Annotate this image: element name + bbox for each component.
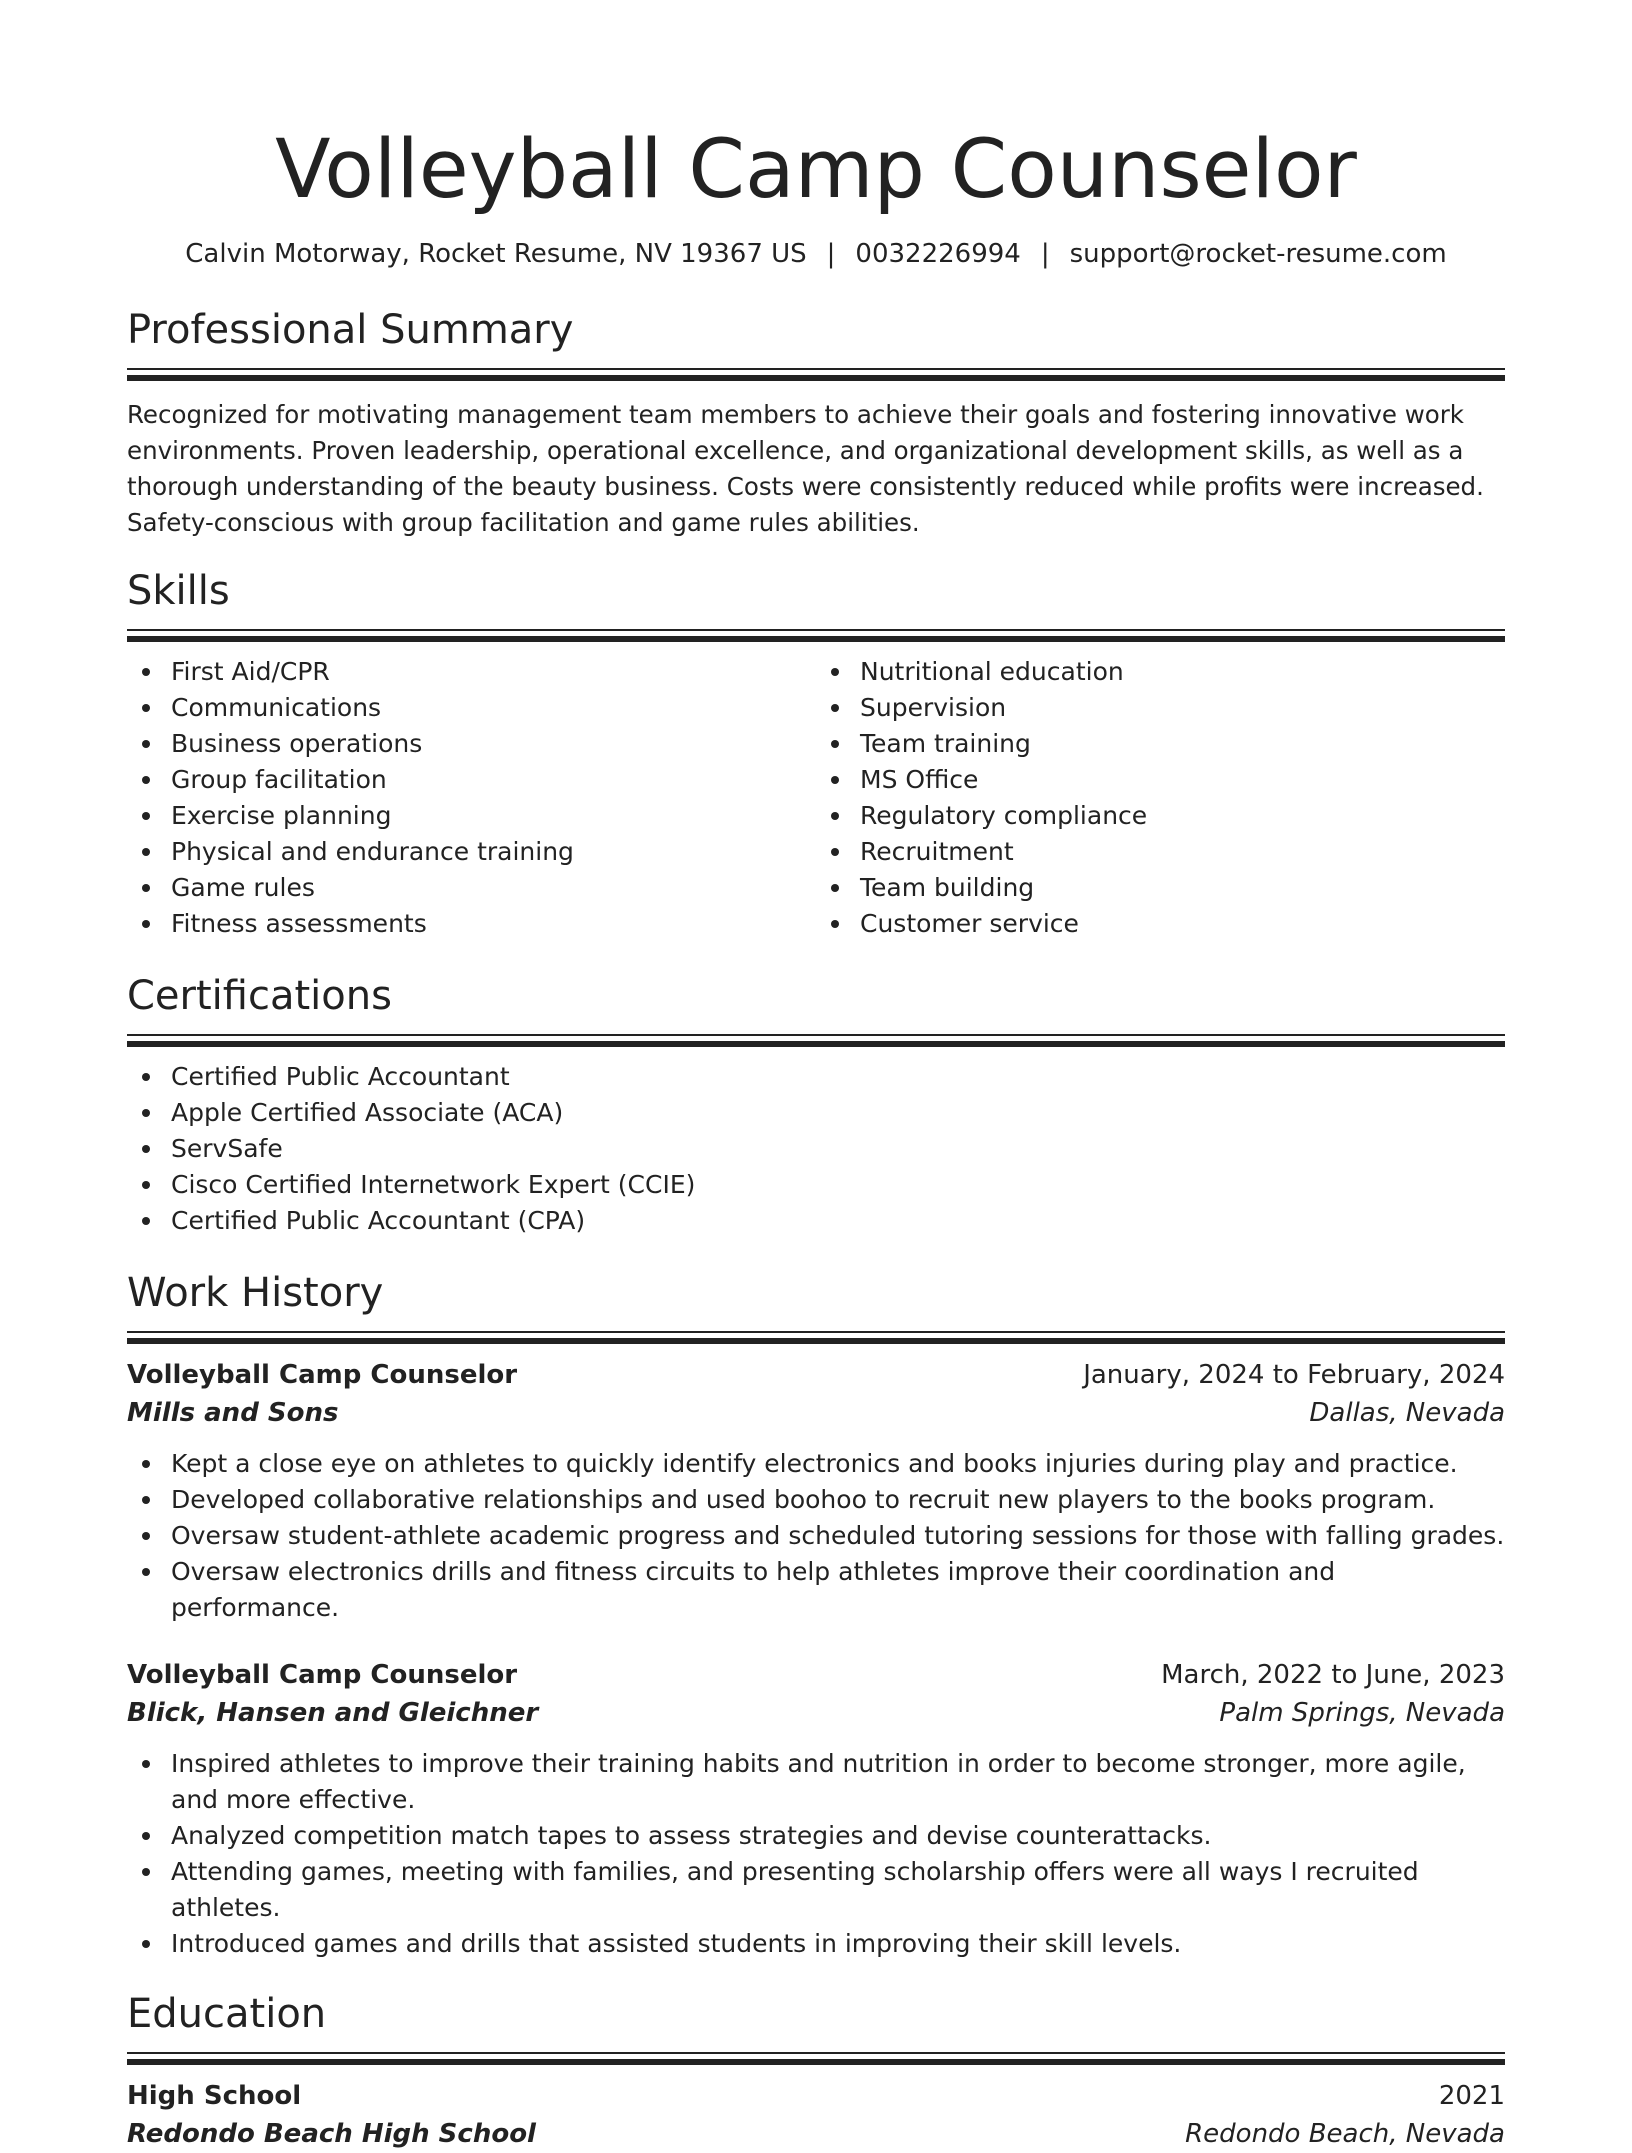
job-duty-item: Oversaw electronics drills and fitness circuits to help athletes improve their coordination and performance.: [127, 1554, 1505, 1626]
education-location: Redondo Beach, Nevada: [1185, 2119, 1505, 2149]
skills-list-left: [127, 654, 816, 942]
work-history-section: [127, 1269, 1505, 1962]
section-rule-thick: [127, 2059, 1505, 2065]
job-dates: January, 2024 to February, 2024: [1083, 1360, 1505, 1390]
job-header-row: [127, 1656, 1505, 1694]
section-rule-thick: [127, 375, 1505, 381]
education-school-row: [127, 2115, 1505, 2153]
contact-phone: 0032226994: [855, 239, 1021, 269]
skill-item: Recruitment: [816, 834, 1505, 870]
job-duty-item: Attending games, meeting with families, and presenting scholarship offers were all ways I recruited athletes.: [127, 1854, 1505, 1926]
summary-section: [127, 306, 1505, 541]
section-rule-thin: [127, 1331, 1505, 1333]
skill-item: Exercise planning: [127, 798, 816, 834]
certification-item: ServSafe: [127, 1131, 1505, 1167]
section-rule-thick: [127, 1041, 1505, 1047]
skills-heading: Skills: [127, 568, 230, 614]
skill-item: Regulatory compliance: [816, 798, 1505, 834]
section-rule-thin: [127, 368, 1505, 370]
summary-text: Recognized for motivating management team members to achieve their goals and fostering innovative work environments. Proven leadership, operational excellence, and organizational development skills, as well as a thorough understanding of the beauty business. Costs were consistently reduced while profits were increased. Safety-conscious with group facilitation and game rules abilities.: [127, 400, 1484, 537]
certification-item: Certified Public Accountant (CPA): [127, 1203, 1505, 1239]
education-year: 2021: [1438, 2081, 1505, 2111]
job-dates: March, 2022 to June, 2023: [1161, 1660, 1505, 1690]
job-title: Volleyball Camp Counselor: [127, 1660, 518, 1690]
job-location: Dallas, Nevada: [1309, 1398, 1505, 1428]
skill-item: Physical and endurance training: [127, 834, 816, 870]
contact-separator: |: [826, 239, 836, 269]
skill-item: Communications: [127, 690, 816, 726]
skill-item: First Aid/CPR: [127, 654, 816, 690]
job-entry: [127, 1356, 1505, 1626]
contact-email: support@rocket-resume.com: [1069, 239, 1447, 269]
skill-item: MS Office: [816, 762, 1505, 798]
job-company-row: [127, 1694, 1505, 1732]
job-company-row: [127, 1394, 1505, 1432]
skills-section: [127, 567, 1505, 942]
skill-item: Team building: [816, 870, 1505, 906]
section-rule-thin: [127, 629, 1505, 631]
section-rule-thick: [127, 636, 1505, 642]
skill-item: Group facilitation: [127, 762, 816, 798]
section-rule-thin: [127, 2052, 1505, 2054]
contact-address: Calvin Motorway, Rocket Resume, NV 19367 US: [185, 239, 807, 269]
job-location: Palm Springs, Nevada: [1219, 1698, 1505, 1728]
education-header-row: [127, 2077, 1505, 2115]
skill-item: Supervision: [816, 690, 1505, 726]
skills-columns: [127, 654, 1505, 942]
job-duties-list: [127, 1746, 1505, 1962]
resume-title: Volleyball Camp Counselor: [275, 123, 1357, 217]
skill-item: Fitness assessments: [127, 906, 816, 942]
job-company: Blick, Hansen and Gleichner: [127, 1698, 539, 1728]
contact-separator: |: [1040, 239, 1050, 269]
certifications-heading: Certifications: [127, 973, 392, 1019]
certification-item: Cisco Certified Internetwork Expert (CCIE): [127, 1167, 1505, 1203]
skill-item: Business operations: [127, 726, 816, 762]
job-duty-item: Introduced games and drills that assisted students in improving their skill levels.: [127, 1926, 1505, 1962]
job-title: Volleyball Camp Counselor: [127, 1360, 518, 1390]
contact-line: [127, 238, 1505, 270]
work-history-heading: Work History: [127, 1270, 384, 1316]
job-entry: [127, 1656, 1505, 1962]
certification-item: Certified Public Accountant: [127, 1059, 1505, 1095]
job-duty-item: Developed collaborative relationships and used boohoo to recruit new players to the books program.: [127, 1482, 1505, 1518]
section-rule-thick: [127, 1338, 1505, 1344]
job-duty-item: Inspired athletes to improve their training habits and nutrition in order to become stronger, more agile, and more effective.: [127, 1746, 1505, 1818]
job-duty-item: Kept a close eye on athletes to quickly identify electronics and books injuries during play and practice.: [127, 1446, 1505, 1482]
education-school: Redondo Beach High School: [127, 2119, 536, 2149]
skill-item: Nutritional education: [816, 654, 1505, 690]
skill-item: Customer service: [816, 906, 1505, 942]
job-company: Mills and Sons: [127, 1398, 339, 1428]
skills-column-right: [816, 654, 1505, 942]
education-section: [127, 1990, 1505, 2153]
job-header-row: [127, 1356, 1505, 1394]
job-duty-item: Oversaw student-athlete academic progress and scheduled tutoring sessions for those with falling grades.: [127, 1518, 1505, 1554]
certifications-list: [127, 1059, 1505, 1239]
section-rule-thin: [127, 1034, 1505, 1036]
job-duty-item: Analyzed competition match tapes to assess strategies and devise counterattacks.: [127, 1818, 1505, 1854]
skills-list-right: [816, 654, 1505, 942]
education-heading: Education: [127, 1991, 327, 2037]
skill-item: Team training: [816, 726, 1505, 762]
skill-item: Game rules: [127, 870, 816, 906]
job-duties-list: [127, 1446, 1505, 1626]
certifications-section: [127, 972, 1505, 1239]
skills-column-left: [127, 654, 816, 942]
education-entry: [127, 2077, 1505, 2153]
summary-heading: Professional Summary: [127, 307, 574, 353]
education-degree: High School: [127, 2081, 302, 2111]
certification-item: Apple Certified Associate (ACA): [127, 1095, 1505, 1131]
